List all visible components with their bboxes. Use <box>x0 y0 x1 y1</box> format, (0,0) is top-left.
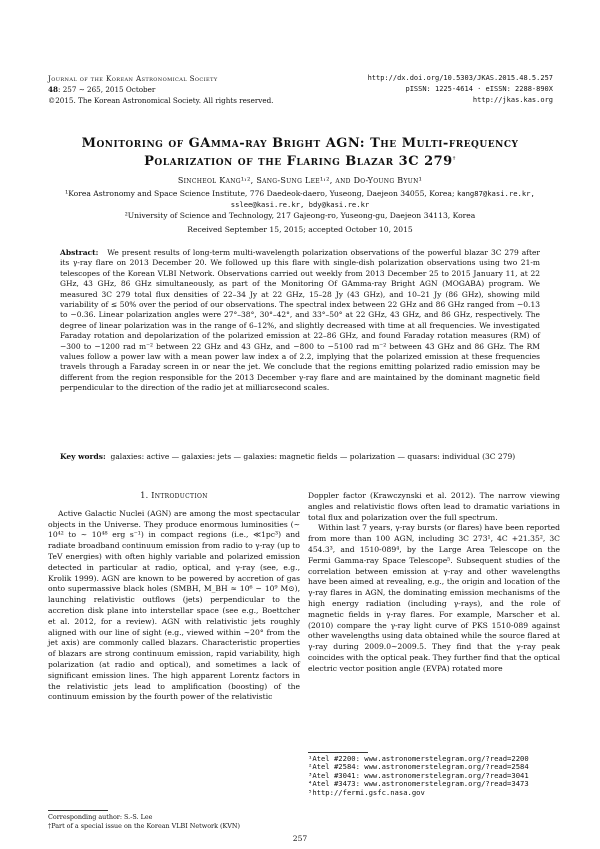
footnote-5[interactable]: ⁵http://fermi.gsfc.nasa.gov <box>308 787 425 797</box>
corresponding-author: Corresponding author: S.-S. Lee <box>48 813 153 821</box>
right-paragraph-2: Within last 7 years, γ-ray bursts (or flares) have been reported from more than 100 AGN, including 3C 273¹, 4C +21.35², 3C 454.3³, and 1510-089⁴, by the Large Area Telescope on the Fermi Gamma-ray Space Telescope⁵. Subsequent studies of the correlation between emission at γ-ray and other wavelengths have been aimed at revealing, e.g., the origin and location of the γ-ray flares in AGN, the dominating emission mechanisms of the high energy radiation (including γ-rays), and the role of magnetic fields in γ-ray flares. For example, Marscher et al. (2010) compare the γ-ray light curve of PKS 1510-089 against other wavelengths using data obtained while the source flared at γ-ray during 2009.0∼2009.5. They find that the γ-ray peak coincides with the optical peak. They further find that the optical electric vector position angle (EVPA) rotated more <box>308 523 560 673</box>
footnote-2[interactable]: ²Atel #2584: www.astronomerstelegram.org/?read=2584 <box>308 762 529 772</box>
title-line-2-text: Polarization of the Flaring Blazar 3C 279 <box>144 154 453 169</box>
right-column <box>308 491 560 675</box>
keywords-text: galaxies: active — galaxies: jets — galaxies: magnetic fields — polarization — quasars: individual (3C 279) <box>110 452 516 461</box>
received-dates: Received September 15, 2015; accepted October 10, 2015 <box>187 225 413 234</box>
footnote-3[interactable]: ³Atel #3041: www.astronomerstelegram.org/?read=3041 <box>308 770 529 780</box>
email-1[interactable]: kang87@kasi.re.kr, <box>456 189 535 198</box>
keywords-label: Key words: <box>60 452 106 461</box>
title-footnote-mark: † <box>452 155 456 162</box>
special-issue-note: †Part of a special issue on the Korean VLBI Network (KVN) <box>48 822 240 830</box>
volume-line <box>48 84 273 95</box>
doi-header <box>368 73 553 106</box>
doi-link[interactable]: http://dx.doi.org/10.5303/JKAS.2015.48.5.257 <box>367 74 553 82</box>
journal-url[interactable]: http://jkas.kas.org <box>472 96 553 104</box>
journal-header <box>48 73 273 106</box>
intro-paragraph-1: Active Galactic Nuclei (AGN) are among the most spectacular objects in the Universe. They produce enormous luminosities (∼ 10⁴² to ∼ 10⁴⁸ erg s⁻¹) in compact regions (i.e., ≪1pc³) and radiate broadband continuum emission from radio to γ-ray (up to TeV energies) with often highly variable and polarized emission detected in particular at radio, optical, and γ-ray (see, e.g., Krolik 1999). AGN are known to be powered by accretion of gas onto supermassive black holes (SMBH, M_BH ≈ 10⁶ − 10⁹ M⊙), launching relativistic outflows (jets) perpendicular to the accretion disk plane into interstellar space (see e.g., Boettcher et al. 2012, for a review). AGN with relativistic jets roughly aligned with our line of sight (e.g., viewed within ∼20° from the jet axis) are commonly called blazars. Characteristic properties of blazars are strong continuum emission, rapid variability, high polarization (at radio and optical), and sometimes a lack of significant emission lines. The high apparent Lorentz factors in the relativistic jets lead to amplification (boosting) of the continuum emission by the fourth power of the relativistic <box>48 508 300 702</box>
title-line-2 <box>40 153 560 171</box>
footnotes-right <box>308 752 560 797</box>
author-list: Sincheol Kang¹˒², Sang-Sung Lee¹˒², and Do-Young Byun¹ <box>177 176 423 185</box>
copyright: ©2015. The Korean Astronomical Society. All rights reserved. <box>48 96 274 105</box>
email-2[interactable]: sslee@kasi.re.kr, bdy@kasi.re.kr <box>230 200 370 209</box>
affiliation-2: ²University of Science and Technology, 217 Gajeong-ro, Yuseong-gu, Daejeon 34113, Korea <box>124 211 476 220</box>
volume-number: 48 <box>48 85 59 94</box>
footnote-4[interactable]: ⁴Atel #3473: www.astronomerstelegram.org/?read=3473 <box>308 779 529 789</box>
footnote-1[interactable]: ¹Atel #2200: www.astronomerstelegram.org/?read=2200 <box>308 754 529 763</box>
abstract <box>60 248 540 394</box>
section-heading: 1. Introduction <box>140 491 208 500</box>
volume-pages: : 257 ∼ 265, 2015 October <box>58 85 156 94</box>
left-column <box>48 491 300 703</box>
right-paragraph-1: Doppler factor (Krawczynski et al. 2012). The narrow viewing angles and relativistic flows often lead to dramatic variations in total flux and polarization over the full spectrum. <box>308 491 560 522</box>
abstract-text: We present results of long-term multi-wavelength polarization observations of the powerful blazar 3C 279 after its γ-ray flare on 2013 December 20. We followed up this flare with single-dish polarization observations using two 21-m telescopes of the Korean VLBI Network. Observations carried out weekly from 2013 December 25 to 2015 January 11, at 22 GHz, 43 GHz, 86 GHz simultaneously, as part of the Monitoring Of GAmma-ray Bright AGN (MOGABA) program. We measured 3C 279 total flux densities of 22–34 Jy at 22 GHz, 15–28 Jy (43 GHz), and 10–21 Jy (86 GHz), showing mild variability of ≤ 50% over the period of our observations. The spectral index between 22 GHz and 86 GHz ranged from −0.13 to −0.36. Linear polarization angles were 27°–38°, 30°–42°, and 33°–50° at 22 GHz, 43 GHz, and 86 GHz, respectively. The degree of linear polarization was in the range of 6–12%, and slightly decreased with time at all frequencies. We investigated Faraday rotation and depolarization of the polarized emission at 22–86 GHz, and found Faraday rotation measures (RM) of −300 to −1200 rad m⁻² between 22 GHz and 43 GHz, and −800 to −5100 rad m⁻² between 43 GHz and 86 GHz. The RM values follow a power law with a mean power law index a of 2.2, implying that the polarized emission at these frequencies travels through a Faraday screen in or near the jet. We conclude that the regions emitting polarized radio emission may be different from the region responsible for the 2013 December γ-ray flare and are maintained by the dominant magnetic field perpendicular to the direction of the radio jet at milliarcsecond scales. <box>60 248 540 393</box>
footnote-rule-left <box>48 810 108 811</box>
footnote-rule <box>308 752 368 753</box>
footnotes-left <box>48 813 300 831</box>
abstract-label: Abstract: <box>60 248 99 257</box>
title-line-1: Monitoring of GAmma-ray Bright AGN: The Multi-frequency <box>81 136 519 151</box>
keywords <box>60 452 540 462</box>
issn: pISSN: 1225-4614 · eISSN: 2288-890X <box>405 85 553 93</box>
affiliation-1 <box>40 188 560 210</box>
page-number: 257 <box>292 834 308 843</box>
affiliation-1-text: ¹Korea Astronomy and Space Science Institute, 776 Daedeok-daero, Yuseong, Daejeon 34055, Korea; <box>65 189 455 198</box>
paper-title <box>40 135 560 171</box>
journal-name: Journal of the Korean Astronomical Society <box>48 74 218 83</box>
